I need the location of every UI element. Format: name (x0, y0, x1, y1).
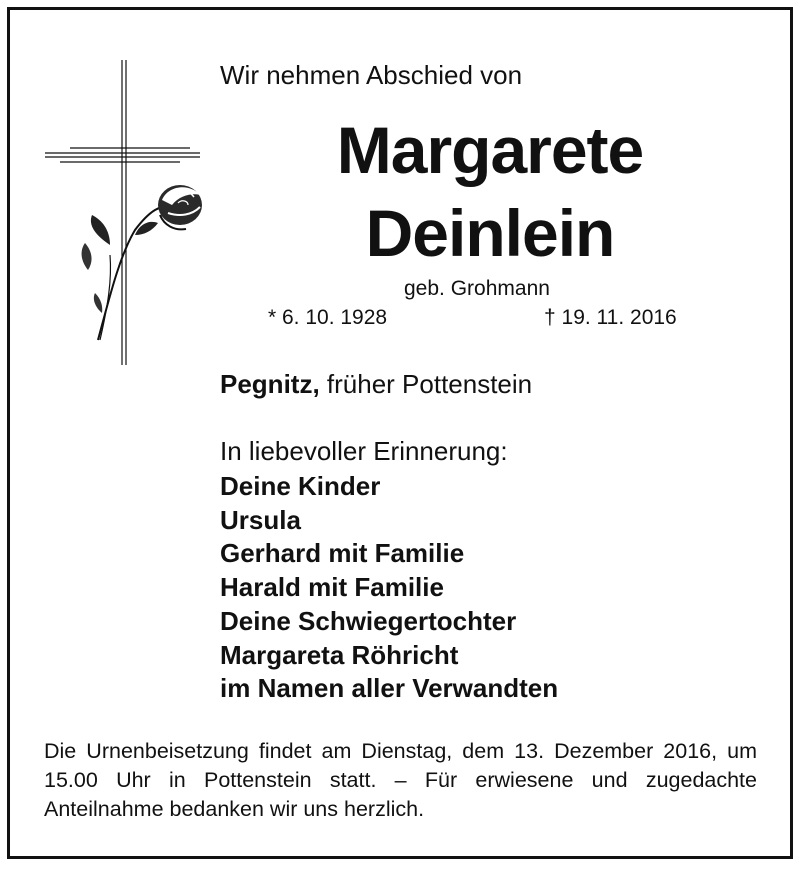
residence (220, 371, 532, 397)
deceased-first-name: Margarete (336, 113, 644, 187)
mourners-list (220, 470, 558, 706)
mourner: Gerhard mit Familie (220, 538, 465, 569)
remembrance-intro: In liebevoller Erinnerung: (220, 436, 508, 466)
mourner: Harald mit Familie (220, 572, 444, 603)
mourner: Deine Kinder (220, 471, 381, 501)
funeral-details: Die Urnenbeisetzung findet am Dienstag, dem 13. Dezember 2016, um 15.00 Uhr in Pottenstein statt. – Für erwiesene und zugedachte Anteilnahme bedanken wir uns herzlich. (44, 739, 757, 821)
residence-former: früher Pottenstein (319, 369, 533, 399)
mourner: Deine Schwiegertochter (220, 605, 517, 636)
mourner: Margareta Röhricht (220, 639, 459, 670)
intro-text: Wir nehmen Abschied von (220, 60, 523, 90)
maiden-name: geb. Grohmann (404, 277, 550, 300)
death-date: † 19. 11. 2016 (544, 306, 677, 329)
residence-town: Pegnitz, (220, 369, 320, 399)
deceased-last-name: Deinlein (365, 196, 615, 270)
mourner: Ursula (220, 504, 301, 535)
birth-date: * 6. 10. 1928 (268, 306, 388, 329)
mourner: im Namen aller Verwandten (220, 673, 559, 704)
